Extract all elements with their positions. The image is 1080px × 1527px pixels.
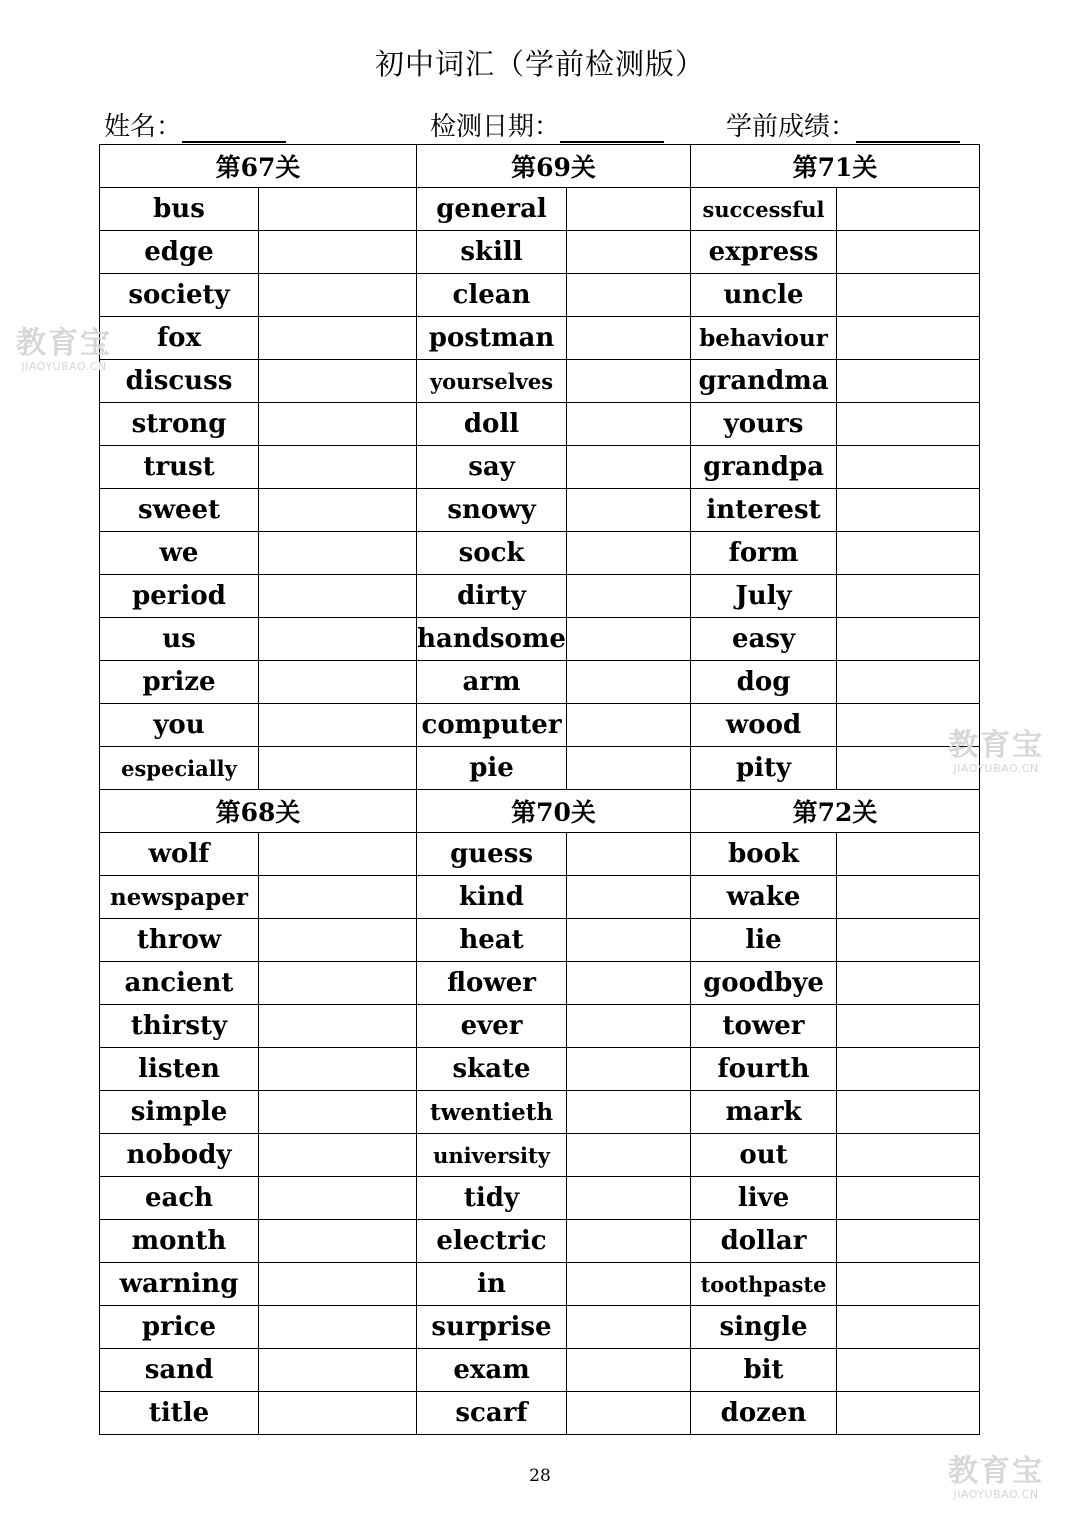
watermark-right-middle: [948, 730, 1044, 775]
answer-cell[interactable]: [259, 274, 417, 317]
vocab-word: we: [100, 532, 259, 575]
vocab-word: sweet: [100, 489, 259, 532]
level-header: 第72关: [691, 790, 980, 833]
date-field: [430, 106, 664, 143]
vocab-word: each: [100, 1177, 259, 1220]
table-row: [100, 833, 980, 876]
level-header-row: [100, 145, 980, 188]
table-row: [100, 1263, 980, 1306]
table-row: [100, 231, 980, 274]
answer-cell[interactable]: [567, 1005, 691, 1048]
answer-cell[interactable]: [259, 833, 417, 876]
vocab-word: yours: [691, 403, 837, 446]
vocab-word: uncle: [691, 274, 837, 317]
answer-cell[interactable]: [259, 360, 417, 403]
table-row: [100, 1005, 980, 1048]
watermark-logo-text: 教育宝: [948, 1454, 1044, 1489]
answer-cell[interactable]: [837, 1392, 980, 1435]
level-header-row: [100, 790, 980, 833]
name-blank[interactable]: [182, 113, 286, 143]
vocab-word: tower: [691, 1005, 837, 1048]
vocab-word: surprise: [417, 1306, 567, 1349]
answer-cell[interactable]: [567, 1349, 691, 1392]
vocab-word: book: [691, 833, 837, 876]
table-row: [100, 274, 980, 317]
vocab-word: title: [100, 1392, 259, 1435]
date-blank[interactable]: [560, 113, 664, 143]
table-row: [100, 661, 980, 704]
table-row: [100, 489, 980, 532]
answer-cell[interactable]: [567, 360, 691, 403]
name-field: [104, 106, 286, 143]
vocab-word: month: [100, 1220, 259, 1263]
answer-cell[interactable]: [837, 489, 980, 532]
vocab-word: newspaper: [100, 876, 259, 919]
answer-cell[interactable]: [259, 489, 417, 532]
vocab-word: dirty: [417, 575, 567, 618]
vocab-word: snowy: [417, 489, 567, 532]
vocab-word: goodbye: [691, 962, 837, 1005]
answer-cell[interactable]: [567, 747, 691, 790]
vocab-word: postman: [417, 317, 567, 360]
answer-cell[interactable]: [837, 360, 980, 403]
answer-cell[interactable]: [567, 1392, 691, 1435]
vocab-word: us: [100, 618, 259, 661]
vocab-word: grandma: [691, 360, 837, 403]
answer-cell[interactable]: [567, 532, 691, 575]
answer-cell[interactable]: [259, 1263, 417, 1306]
table-row: [100, 188, 980, 231]
answer-cell[interactable]: [837, 1048, 980, 1091]
answer-cell[interactable]: [259, 618, 417, 661]
answer-cell[interactable]: [259, 1048, 417, 1091]
answer-cell[interactable]: [837, 833, 980, 876]
vocab-word: university: [417, 1134, 567, 1177]
answer-cell[interactable]: [837, 575, 980, 618]
vocab-word: exam: [417, 1349, 567, 1392]
vocab-word: nobody: [100, 1134, 259, 1177]
answer-cell[interactable]: [259, 1220, 417, 1263]
vocab-word: easy: [691, 618, 837, 661]
answer-cell[interactable]: [259, 1392, 417, 1435]
vocab-word: successful: [691, 188, 837, 231]
table-row: [100, 919, 980, 962]
answer-cell[interactable]: [567, 575, 691, 618]
level-header: 第67关: [100, 145, 417, 188]
vocab-word: doll: [417, 403, 567, 446]
vocab-word: period: [100, 575, 259, 618]
answer-cell[interactable]: [567, 274, 691, 317]
vocab-word: guess: [417, 833, 567, 876]
watermark-logo-text: 教育宝: [16, 326, 112, 361]
table-row: [100, 575, 980, 618]
table-row: [100, 704, 980, 747]
answer-cell[interactable]: [259, 1005, 417, 1048]
vocab-word: kind: [417, 876, 567, 919]
answer-cell[interactable]: [259, 1349, 417, 1392]
watermark-logo-text: 教育宝: [948, 728, 1044, 763]
answer-cell[interactable]: [837, 274, 980, 317]
table-row: [100, 1220, 980, 1263]
vocab-word: computer: [417, 704, 567, 747]
answer-cell[interactable]: [837, 618, 980, 661]
answer-cell[interactable]: [837, 1306, 980, 1349]
table-row: [100, 1349, 980, 1392]
table-row: [100, 532, 980, 575]
vocab-word: warning: [100, 1263, 259, 1306]
answer-cell[interactable]: [837, 876, 980, 919]
vocab-word: twentieth: [417, 1091, 567, 1134]
vocab-word: pie: [417, 747, 567, 790]
page-title: 初中词汇（学前检测版）: [374, 47, 705, 81]
vocab-word: electric: [417, 1220, 567, 1263]
vocab-word: live: [691, 1177, 837, 1220]
answer-cell[interactable]: [259, 317, 417, 360]
score-blank[interactable]: [856, 113, 960, 143]
answer-cell[interactable]: [837, 962, 980, 1005]
watermark-url: JIAOYUBAO.CN: [953, 762, 1039, 775]
answer-cell[interactable]: [567, 1048, 691, 1091]
vocab-word: edge: [100, 231, 259, 274]
vocab-word: skill: [417, 231, 567, 274]
table-row: [100, 747, 980, 790]
vocab-word: sand: [100, 1349, 259, 1392]
vocab-word: ever: [417, 1005, 567, 1048]
vocab-word: ancient: [100, 962, 259, 1005]
vocab-word: general: [417, 188, 567, 231]
vocab-word: lie: [691, 919, 837, 962]
vocab-word: bus: [100, 188, 259, 231]
table-row: [100, 317, 980, 360]
watermark-left: [16, 328, 112, 373]
answer-cell[interactable]: [837, 1349, 980, 1392]
answer-cell[interactable]: [259, 747, 417, 790]
vocab-word: society: [100, 274, 259, 317]
answer-cell[interactable]: [567, 1220, 691, 1263]
vocab-word: heat: [417, 919, 567, 962]
vocab-word: pity: [691, 747, 837, 790]
answer-cell[interactable]: [259, 532, 417, 575]
vocab-word: discuss: [100, 360, 259, 403]
vocab-word: simple: [100, 1091, 259, 1134]
answer-cell[interactable]: [837, 231, 980, 274]
vocab-word: prize: [100, 661, 259, 704]
answer-cell[interactable]: [567, 446, 691, 489]
answer-cell[interactable]: [567, 833, 691, 876]
answer-cell[interactable]: [837, 446, 980, 489]
answer-cell[interactable]: [567, 618, 691, 661]
vocab-word: wood: [691, 704, 837, 747]
answer-cell[interactable]: [259, 446, 417, 489]
answer-cell[interactable]: [567, 403, 691, 446]
watermark-url: JIAOYUBAO.CN: [953, 1488, 1039, 1501]
table-row: [100, 1091, 980, 1134]
answer-cell[interactable]: [259, 231, 417, 274]
vocab-word: thirsty: [100, 1005, 259, 1048]
vocab-word: wake: [691, 876, 837, 919]
answer-cell[interactable]: [567, 704, 691, 747]
answer-cell[interactable]: [567, 188, 691, 231]
vocab-word: bit: [691, 1349, 837, 1392]
vocab-word: mark: [691, 1091, 837, 1134]
answer-cell[interactable]: [259, 704, 417, 747]
answer-cell[interactable]: [837, 1005, 980, 1048]
answer-cell[interactable]: [259, 575, 417, 618]
table-row: [100, 360, 980, 403]
table-row: [100, 446, 980, 489]
level-header: 第68关: [100, 790, 417, 833]
vocab-word: toothpaste: [691, 1263, 837, 1306]
answer-cell[interactable]: [837, 1177, 980, 1220]
table-row: [100, 1134, 980, 1177]
vocab-word: especially: [100, 747, 259, 790]
score-label: 学前成绩：: [726, 112, 857, 142]
vocab-word: skate: [417, 1048, 567, 1091]
page-number: 28: [529, 1466, 551, 1486]
watermark-right-bottom: [948, 1456, 1044, 1501]
answer-cell[interactable]: [259, 403, 417, 446]
date-label: 检测日期：: [430, 112, 561, 142]
vocab-word: flower: [417, 962, 567, 1005]
table-row: [100, 1048, 980, 1091]
answer-cell[interactable]: [567, 1134, 691, 1177]
vocab-word: clean: [417, 274, 567, 317]
answer-cell[interactable]: [259, 1177, 417, 1220]
answer-cell[interactable]: [259, 1134, 417, 1177]
vocab-word: out: [691, 1134, 837, 1177]
answer-cell[interactable]: [837, 1091, 980, 1134]
vocab-word: arm: [417, 661, 567, 704]
vocab-word: scarf: [417, 1392, 567, 1435]
vocab-word: in: [417, 1263, 567, 1306]
vocab-word: dollar: [691, 1220, 837, 1263]
table-row: [100, 962, 980, 1005]
answer-cell[interactable]: [259, 1306, 417, 1349]
level-header: 第71关: [691, 145, 980, 188]
answer-cell[interactable]: [567, 919, 691, 962]
answer-cell[interactable]: [567, 1177, 691, 1220]
table-row: [100, 1177, 980, 1220]
vocab-word: dog: [691, 661, 837, 704]
vocab-word: say: [417, 446, 567, 489]
table-row: [100, 1306, 980, 1349]
vocab-word: trust: [100, 446, 259, 489]
answer-cell[interactable]: [837, 1263, 980, 1306]
vocab-word: wolf: [100, 833, 259, 876]
name-label: 姓名：: [104, 112, 183, 142]
answer-cell[interactable]: [259, 876, 417, 919]
vocab-word: price: [100, 1306, 259, 1349]
answer-cell[interactable]: [259, 962, 417, 1005]
vocab-word: July: [691, 575, 837, 618]
level-header: 第69关: [417, 145, 691, 188]
answer-cell[interactable]: [837, 661, 980, 704]
vocab-word: behaviour: [691, 317, 837, 360]
vocab-word: express: [691, 231, 837, 274]
vocab-word: form: [691, 532, 837, 575]
vocab-word: sock: [417, 532, 567, 575]
answer-cell[interactable]: [837, 532, 980, 575]
table-row: [100, 1392, 980, 1435]
vocab-word: you: [100, 704, 259, 747]
answer-cell[interactable]: [567, 876, 691, 919]
watermark-url: JIAOYUBAO.CN: [21, 360, 107, 373]
table-row: [100, 876, 980, 919]
answer-cell[interactable]: [567, 489, 691, 532]
vocabulary-table: [99, 144, 980, 1435]
vocab-word: tidy: [417, 1177, 567, 1220]
level-header: 第70关: [417, 790, 691, 833]
answer-cell[interactable]: [837, 1220, 980, 1263]
answer-cell[interactable]: [567, 317, 691, 360]
answer-cell[interactable]: [837, 403, 980, 446]
answer-cell[interactable]: [837, 1134, 980, 1177]
vocab-word: yourselves: [417, 360, 567, 403]
vocab-word: handsome: [417, 618, 567, 661]
vocab-word: single: [691, 1306, 837, 1349]
answer-cell[interactable]: [567, 1091, 691, 1134]
answer-cell[interactable]: [259, 919, 417, 962]
answer-cell[interactable]: [837, 919, 980, 962]
answer-cell[interactable]: [259, 188, 417, 231]
vocab-word: dozen: [691, 1392, 837, 1435]
answer-cell[interactable]: [567, 962, 691, 1005]
answer-cell[interactable]: [259, 1091, 417, 1134]
answer-cell[interactable]: [259, 661, 417, 704]
answer-cell[interactable]: [837, 188, 980, 231]
vocab-word: interest: [691, 489, 837, 532]
table-row: [100, 618, 980, 661]
vocab-word: strong: [100, 403, 259, 446]
vocab-word: fourth: [691, 1048, 837, 1091]
table-row: [100, 403, 980, 446]
answer-cell[interactable]: [837, 317, 980, 360]
vocab-word: listen: [100, 1048, 259, 1091]
vocab-word: throw: [100, 919, 259, 962]
vocab-word: grandpa: [691, 446, 837, 489]
answer-cell[interactable]: [567, 1306, 691, 1349]
score-field: [726, 106, 960, 143]
vocab-word: fox: [100, 317, 259, 360]
answer-cell[interactable]: [567, 1263, 691, 1306]
answer-cell[interactable]: [567, 231, 691, 274]
answer-cell[interactable]: [567, 661, 691, 704]
